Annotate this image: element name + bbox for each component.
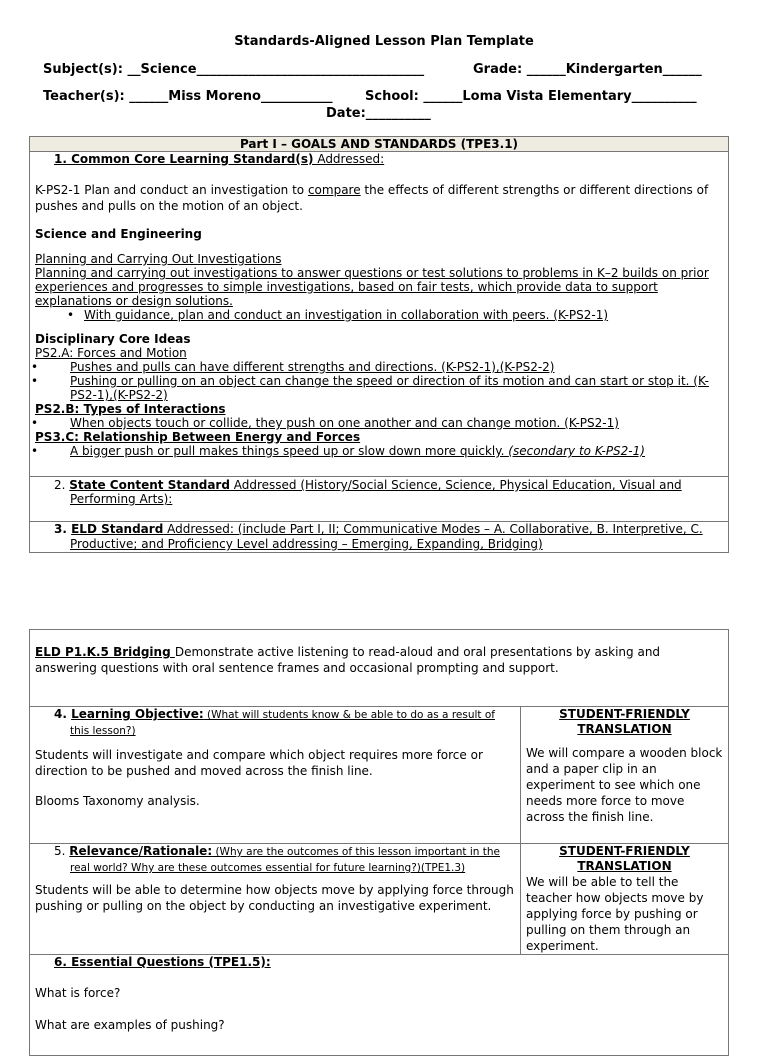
subject-line: Subject(s): __Science___________________________________: [43, 62, 425, 77]
objective-blooms: Blooms Taxonomy analysis.: [35, 794, 200, 808]
relevance-sft-text: We will be able to tell the teacher how objects move by applying force by pushing or pulling on them through an experiment.: [526, 875, 704, 953]
pcoi-title: Planning and Carrying Out Investigations: [35, 252, 282, 266]
objective-hint: (What will students know & be able to do as a result of this lesson?): [70, 709, 495, 737]
date-line: Date:__________: [326, 106, 431, 121]
ps2a-heading: PS2.A: Forces and Motion: [35, 346, 187, 360]
ccls-label: 1. Common Core Learning Standard(s): [54, 152, 314, 166]
ccls-suffix: Addressed:: [313, 152, 385, 166]
eld-bridging-text: [35, 644, 723, 676]
relevance-label: Relevance/Rationale:: [69, 844, 213, 858]
ps3c-bullet-note: (secondary to K-PS2-1): [508, 444, 645, 458]
relevance-num: 5.: [54, 844, 70, 858]
grade-line: Grade: ______Kindergarten______: [473, 62, 702, 77]
ps3c-bullet-1: [35, 444, 723, 458]
eld-bridging-cell: [30, 630, 729, 707]
kps-compare: compare: [307, 183, 361, 197]
objectives-table: [29, 629, 729, 1056]
objective-cell: [30, 707, 521, 844]
page-title: Standards-Aligned Lesson Plan Template: [234, 34, 534, 49]
teacher-line: Teacher(s): ______Miss Moreno___________: [43, 89, 333, 104]
ccls-line: [35, 152, 723, 166]
school-line: School: ______Loma Vista Elementary__________: [365, 89, 697, 104]
objective-num: 4.: [54, 707, 72, 721]
kps-rest: the effects of different strengths or different directions of pushes and pulls on the motion of an object.: [35, 183, 709, 213]
relevance-hint: (Why are the outcomes of this lesson important in the real world? Why are these outcomes essential for future learning?)(TPE1.3): [70, 846, 500, 874]
eld-text: Addressed: (include Part I, II; Communicative Modes – A. Collaborative, B. Interpretive, C. Productive; and Proficiency Level addressing – Emerging, Expanding, Bridging): [70, 522, 703, 551]
ps2b-bullet-1: • When objects touch or collide, they push on one another and can change motion. (K-PS2-1): [35, 416, 723, 430]
eld-standard-cell: [30, 522, 729, 553]
eld-num: 3.: [54, 522, 72, 536]
eld-label: ELD Standard: [71, 522, 164, 536]
state-standard-line: [35, 478, 723, 506]
objective-label: Learning Objective:: [71, 707, 204, 721]
objective-text: Students will investigate and compare which object requires more force or direction to be pushed and moved across the finish line.: [35, 748, 483, 778]
ps2a-bullet-2: • Pushing or pulling on an object can change the speed or direction of its motion and can start or stop it. (K-PS2-1),(K-PS2-2): [35, 374, 723, 402]
part1-heading: Part I – GOALS AND STANDARDS (TPE3.1): [30, 137, 729, 152]
goals-standards-table: [29, 136, 729, 553]
kps-standard: [35, 182, 723, 214]
sci-eng-heading: Science and Engineering: [35, 227, 202, 241]
essential-question-1: What is force?: [35, 986, 121, 1000]
relevance-sft-label: STUDENT-FRIENDLY TRANSLATION: [559, 844, 690, 873]
objective-sft-label: STUDENT-FRIENDLY TRANSLATION: [559, 707, 690, 736]
essential-questions-heading: 6. Essential Questions (TPE1.5):: [54, 955, 271, 969]
ps2a-bullet-1: • Pushes and pulls can have different strengths and directions. (K-PS2-1),(K-PS2-2): [35, 360, 723, 374]
ps3c-bullet-text: A bigger push or pull makes things speed up or slow down more quickly.: [70, 444, 509, 458]
essential-questions-cell: [30, 955, 729, 1056]
objective-sft-cell: [521, 707, 729, 844]
pcoi-text: Planning and carrying out investigations to answer questions or test solutions to problems in K–2 builds on prior experiences and progresses to simple investigations, based on fair tests, which provide data to support explanations or design solutions.: [35, 266, 709, 308]
state-num: 2.: [54, 478, 70, 492]
essential-question-2: What are examples of pushing?: [35, 1018, 225, 1032]
pcoi-bullet: • With guidance, plan and conduct an investigation in collaboration with peers. (K-PS2-1): [35, 308, 723, 322]
eld-standard-line: [35, 522, 723, 552]
relevance-text: Students will be able to determine how objects move by applying force through pushing or pulling on the object by conducting an investigative experiment.: [35, 883, 514, 913]
state-label: State Content Standard: [69, 478, 230, 492]
ps3c-heading: PS3.C: Relationship Between Energy and Forces: [35, 430, 361, 444]
eld-desc: Demonstrate active listening to read-aloud and oral presentations by asking and answering questions with oral sentence frames and occasional prompting and support.: [35, 645, 661, 675]
objective-sft-text: We will compare a wooden block and a paper clip in an experiment to see which one needs more force to move across the finish line.: [526, 746, 723, 824]
objective-heading: [35, 707, 515, 739]
eld-code: ELD P1.K.5 Bridging: [35, 645, 175, 659]
part1-body: [30, 152, 729, 477]
ps2b-heading: PS2.B: Types of Interactions: [35, 402, 226, 416]
state-text: Addressed (History/Social Science, Science, Physical Education, Visual and Performing Arts):: [70, 478, 682, 506]
relevance-heading: [35, 844, 515, 876]
dci-heading: Disciplinary Core Ideas: [35, 332, 191, 346]
relevance-sft-cell: [521, 844, 729, 955]
state-standard-cell: [30, 477, 729, 522]
relevance-cell: [30, 844, 521, 955]
kps-prefix: K-PS2-1 Plan and conduct an investigation to: [35, 183, 308, 197]
